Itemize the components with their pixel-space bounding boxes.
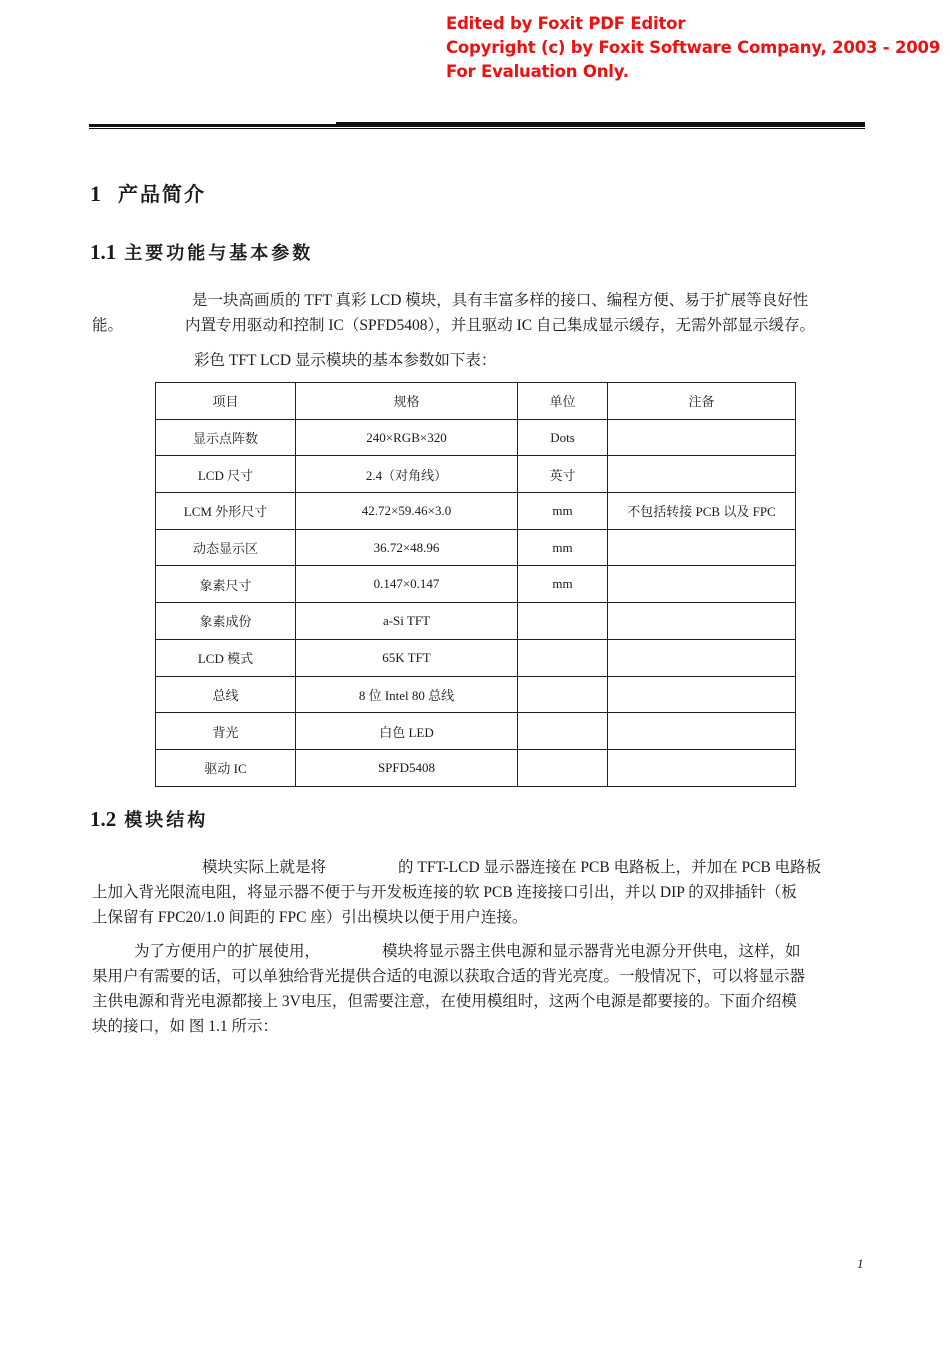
section-1-title: 产品简介 xyxy=(118,182,206,206)
watermark-line-2: Copyright (c) by Foxit Software Company, 2003 - 2009 xyxy=(446,38,941,57)
table-row xyxy=(156,749,796,786)
cell-unit: mm xyxy=(518,566,608,603)
intro-line-2 xyxy=(92,313,862,338)
cell-note xyxy=(608,603,796,640)
cell-note xyxy=(608,419,796,456)
cell-unit: Dots xyxy=(518,419,608,456)
table-row xyxy=(156,566,796,603)
table-row xyxy=(156,603,796,640)
structure-p2-line-1-start: 为了方便用户的扩展使用， xyxy=(134,943,321,960)
structure-paragraph-2 xyxy=(92,939,862,1039)
section-1-1-title: 主要功能与基本参数 xyxy=(124,243,314,264)
structure-p2-line-1-rest: 模块将显示器主供电源和显示器背光电源分开供电，这样，如 xyxy=(382,943,801,960)
cell-unit: mm xyxy=(518,493,608,530)
cell-item: 动态显示区 xyxy=(156,529,296,566)
intro-paragraph xyxy=(92,288,862,338)
section-1-2-number: 1.2 xyxy=(90,807,117,831)
evaluation-watermark xyxy=(446,12,940,84)
table-row xyxy=(156,529,796,566)
table-row xyxy=(156,639,796,676)
cell-spec: 0.147×0.147 xyxy=(296,566,518,603)
cell-item: LCD 模式 xyxy=(156,639,296,676)
structure-p2-line-4: 块的接口，如 图 1.1 所示： xyxy=(92,1018,279,1035)
structure-paragraph-1 xyxy=(92,855,862,930)
cell-spec: 2.4（对角线） xyxy=(296,456,518,493)
section-1-2-heading xyxy=(90,806,208,832)
cell-unit: mm xyxy=(518,529,608,566)
structure-p2-line-1 xyxy=(92,939,862,964)
cell-unit xyxy=(518,639,608,676)
cell-item: 驱动 IC xyxy=(156,749,296,786)
intro-line-2-rest: 内置专用驱动和控制 IC（SPFD5408），并且驱动 IC 自己集成显示缓存，无需外部显示缓存。 xyxy=(185,317,815,334)
cell-spec: 8 位 Intel 80 总线 xyxy=(296,676,518,713)
structure-p2-line-2: 果用户有需要的话，可以单独给背光提供合适的电源以获取合适的背光亮度。一般情况下，可以将显示器 xyxy=(92,968,806,985)
section-1-number: 1 xyxy=(90,181,101,206)
table-intro xyxy=(92,348,862,373)
intro-line-1: 是一块高画质的 TFT 真彩 LCD 模块，具有丰富多样的接口、编程方便、易于扩展等良好性 xyxy=(192,292,809,309)
table-row xyxy=(156,419,796,456)
structure-p2-line-3: 主供电源和背光电源都接上 3V电压，但需要注意，在使用模组时，这两个电源是都要接的。下面介绍模 xyxy=(92,993,797,1010)
header-unit: 单位 xyxy=(518,383,608,420)
cell-unit xyxy=(518,603,608,640)
structure-p1-line-2: 上加入背光限流电阻，将显示器不便于与开发板连接的软 PCB 连接接口引出，并以 DIP 的双排插针（板 xyxy=(92,884,797,901)
structure-p1-line-1-start: 模块实际上就是将 xyxy=(202,859,327,876)
header-spec: 规格 xyxy=(296,383,518,420)
cell-spec: 36.72×48.96 xyxy=(296,529,518,566)
structure-p1-line-1-rest: 的 TFT-LCD 显示器连接在 PCB 电路板上，并加在 PCB 电路板 xyxy=(398,859,822,876)
cell-unit xyxy=(518,713,608,750)
cell-spec: 白色 LED xyxy=(296,713,518,750)
header-rule-thin xyxy=(89,128,865,129)
cell-spec: 65K TFT xyxy=(296,639,518,676)
cell-unit xyxy=(518,676,608,713)
cell-item: 象素尺寸 xyxy=(156,566,296,603)
table-row xyxy=(156,713,796,750)
cell-note xyxy=(608,749,796,786)
cell-unit xyxy=(518,749,608,786)
structure-p1-line-3: 上保留有 FPC20/1.0 间距的 FPC 座）引出模块以便于用户连接。 xyxy=(92,909,528,926)
cell-spec: 42.72×59.46×3.0 xyxy=(296,493,518,530)
table-intro-line: 彩色 TFT LCD 显示模块的基本参数如下表： xyxy=(194,352,497,369)
table-row xyxy=(156,456,796,493)
section-1-1-heading xyxy=(90,239,313,265)
intro-line-2-start: 能。 xyxy=(92,317,124,334)
page-number: 1 xyxy=(857,1256,864,1271)
cell-note xyxy=(608,639,796,676)
structure-p1-line-1 xyxy=(92,855,862,880)
cell-note xyxy=(608,676,796,713)
table-row xyxy=(156,676,796,713)
cell-note xyxy=(608,566,796,603)
cell-item: 背光 xyxy=(156,713,296,750)
cell-note xyxy=(608,713,796,750)
table-row xyxy=(156,493,796,530)
cell-spec: 240×RGB×320 xyxy=(296,419,518,456)
cell-spec: a-Si TFT xyxy=(296,603,518,640)
cell-item: 显示点阵数 xyxy=(156,419,296,456)
section-1-2-title: 模块结构 xyxy=(124,810,209,831)
header-note: 注备 xyxy=(608,383,796,420)
cell-item: LCM 外形尺寸 xyxy=(156,493,296,530)
cell-item: 象素成份 xyxy=(156,603,296,640)
cell-note: 不包括转接 PCB 以及 FPC xyxy=(608,493,796,530)
watermark-line-1: Edited by Foxit PDF Editor xyxy=(446,14,686,33)
cell-spec: SPFD5408 xyxy=(296,749,518,786)
cell-note xyxy=(608,456,796,493)
cell-unit: 英寸 xyxy=(518,456,608,493)
section-1-heading xyxy=(90,178,206,207)
watermark-line-3: For Evaluation Only. xyxy=(446,62,629,81)
cell-item: LCD 尺寸 xyxy=(156,456,296,493)
section-1-1-number: 1.1 xyxy=(90,240,117,264)
header-item: 项目 xyxy=(156,383,296,420)
table-header-row xyxy=(156,383,796,420)
cell-note xyxy=(608,529,796,566)
parameter-table xyxy=(155,382,796,787)
header-rule-thick xyxy=(89,124,865,127)
cell-item: 总线 xyxy=(156,676,296,713)
